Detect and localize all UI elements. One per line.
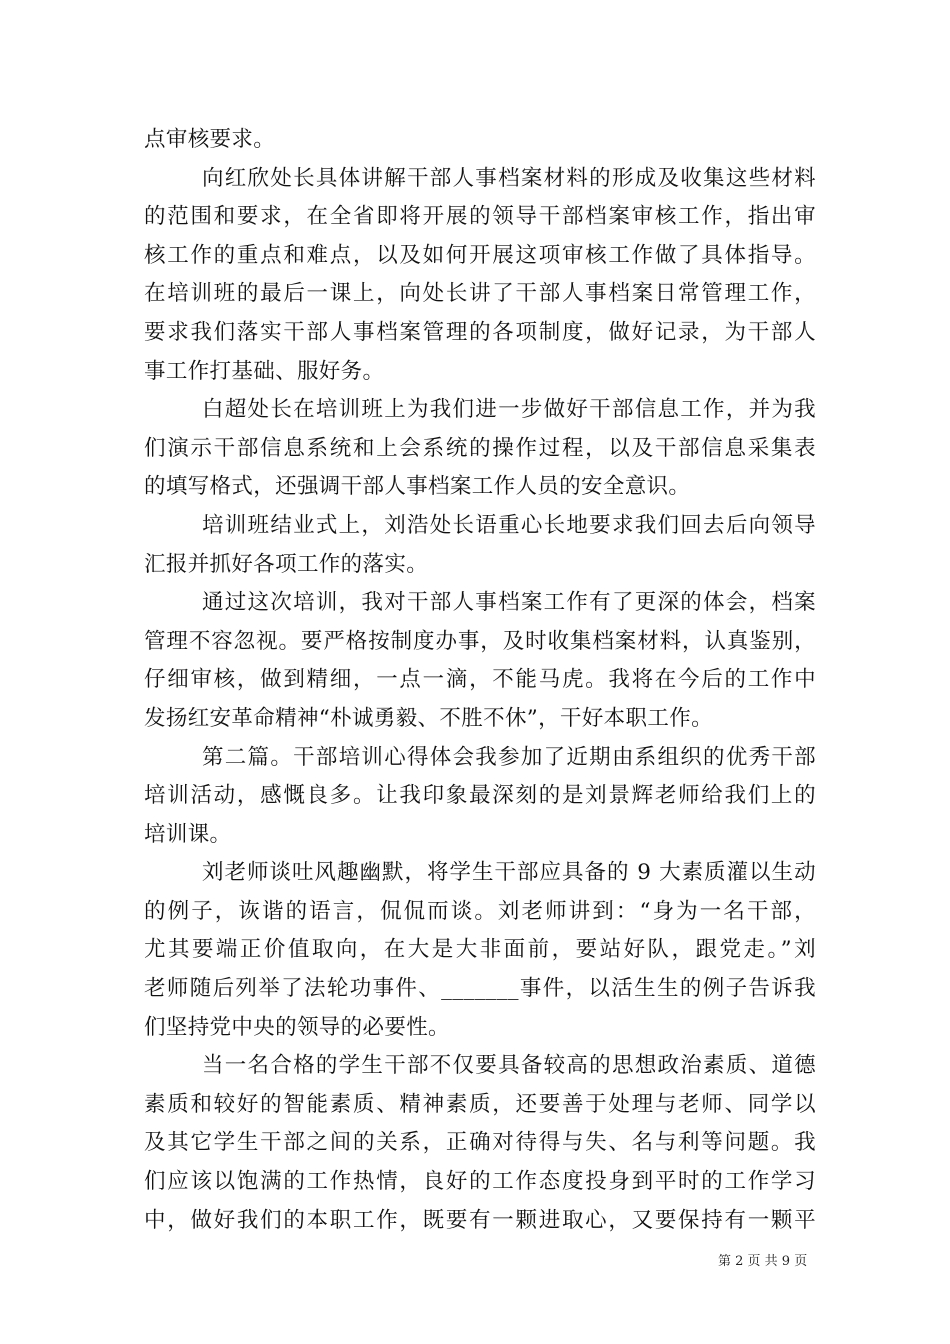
- paragraph: [144, 584, 816, 738]
- paragraph: [144, 121, 816, 160]
- text-line: 白超处长在培训班上为我们进一步做好干部信息工作，并为我: [202, 397, 816, 423]
- text-line: 的填写格式，还强调干部人事档案工作人员的安全意识。: [144, 474, 691, 500]
- text-line: 的例子，诙谐的语言，侃侃而谈。刘老师讲到：“身为一名干部，: [144, 898, 816, 924]
- text-line: 培训班结业式上，刘浩处长语重心长地要求我们回去后向领导: [202, 512, 816, 538]
- text-line: 尤其要端正价值取向，在大是大非面前，要站好队，跟党走。”刘: [144, 937, 816, 963]
- text-line: 要求我们落实干部人事档案管理的各项制度，做好记录，为干部人: [144, 319, 816, 345]
- paragraph: [144, 739, 816, 855]
- text-line: 点审核要求。: [144, 127, 276, 152]
- text-line: 老师随后列举了法轮功事件、_______事件，以活生生的例子告诉我: [144, 976, 816, 1002]
- text-line: 通过这次培训，我对干部人事档案工作有了更深的体会，档案: [202, 590, 816, 616]
- paragraph: [144, 854, 816, 1047]
- text-line: 事工作打基础、服好务。: [144, 358, 385, 384]
- document-body: [144, 121, 816, 1240]
- text-line: 中，做好我们的本职工作，既要有一颗进取心，又要保持有一颗平: [144, 1207, 816, 1233]
- paragraph: [144, 1047, 816, 1240]
- paragraph: [144, 160, 816, 392]
- text-line: 仔细审核，做到精细，一点一滴，不能马虎。我将在今后的工作中: [144, 667, 816, 693]
- text-line: 当一名合格的学生干部不仅要具备较高的思想政治素质、道德: [202, 1053, 816, 1079]
- text-line: 刘老师谈吐风趣幽默，将学生干部应具备的 9 大素质灌以生动: [202, 860, 816, 886]
- text-line: 管理不容忽视。要严格按制度办事，及时收集档案材料，认真鉴别，: [144, 628, 816, 654]
- text-line: 向红欣处长具体讲解干部人事档案材料的形成及收集这些材料: [202, 165, 816, 191]
- text-line: 发扬红安革命精神“朴诚勇毅、不胜不休”，干好本职工作。: [144, 705, 713, 731]
- text-line: 第二篇。干部培训心得体会我参加了近期由系组织的优秀干部: [202, 744, 816, 770]
- text-line: 汇报并抓好各项工作的落实。: [144, 551, 429, 577]
- text-line: 们应该以饱满的工作热情，良好的工作态度投身到平时的工作学习: [144, 1169, 816, 1195]
- text-line: 在培训班的最后一课上，向处长讲了干部人事档案日常管理工作，: [144, 281, 816, 307]
- page-number: 第 2 页 共 9 页: [718, 1254, 808, 1269]
- text-line: 及其它学生干部之间的关系，正确对待得与失、名与利等问题。我: [144, 1130, 816, 1156]
- text-line: 素质和较好的智能素质、精神素质，还要善于处理与老师、同学以: [144, 1091, 816, 1117]
- text-line: 培训活动，感慨良多。让我印象最深刻的是刘景辉老师给我们上的: [144, 783, 816, 809]
- text-line: 们坚持党中央的领导的必要性。: [144, 1014, 450, 1040]
- text-line: 培训课。: [144, 821, 232, 847]
- text-line: 们演示干部信息系统和上会系统的操作过程，以及干部信息采集表: [144, 435, 816, 461]
- paragraph: [144, 391, 816, 507]
- text-line: 核工作的重点和难点，以及如何开展这项审核工作做了具体指导。: [144, 242, 816, 268]
- text-line: 的范围和要求，在全省即将开展的领导干部档案审核工作，指出审: [144, 204, 816, 230]
- paragraph: [144, 507, 816, 584]
